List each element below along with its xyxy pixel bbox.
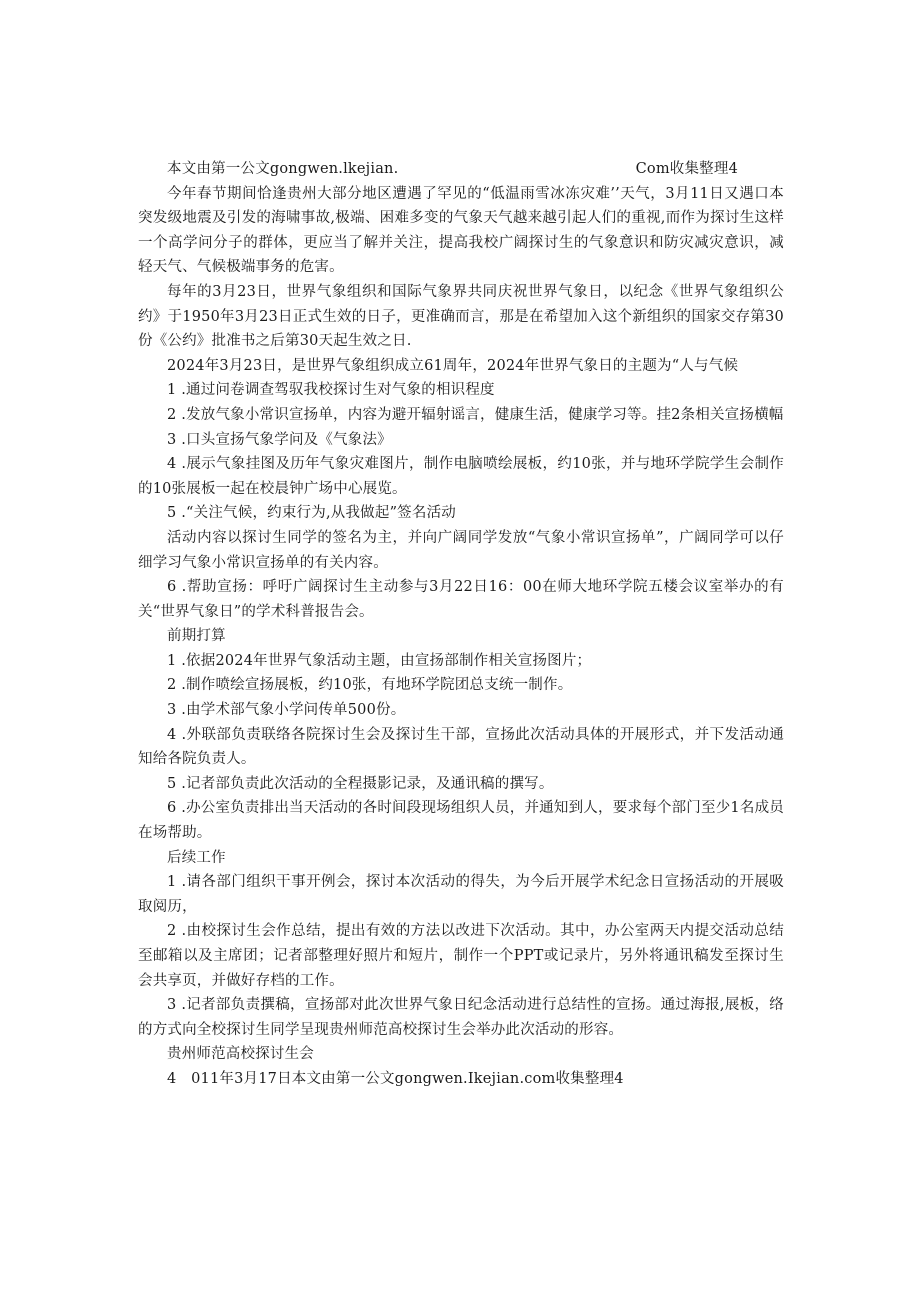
activity-item-4: 4 .展示气象挂图及历年气象灾难图片，制作电脑喷绘展板，约10张，并与地环学院学生会制作的10张展板一起在校晨钟广场中心展览。 (138, 456, 784, 497)
preparation-item-2: 2 .制作喷绘宣扬展板，约10张，有地环学院团总支统一制作。 (167, 677, 573, 694)
activity-item-5: 5 .“关注气候，约束行为,从我做起”签名活动 (167, 505, 456, 522)
activity-item-6: 6 .帮助宣扬：呼吁广阔探讨生主动参与3月22日16：00在师大地环学院五楼会议室举办的有关“世界气象日”的学术科普报告会。 (138, 579, 784, 620)
followup-item-2: 2 .由校探讨生会作总结，提出有效的方法以改进下次活动。其中，办公室两天内提交活动总结至邮箱以及主席团；记者部整理好照片和短片，制作一个PPT或记录片，另外将通讯稿发至探讨生会共享页，并做好存档的工作。 (138, 923, 784, 989)
date-footer: 4 011年3月17日本文由第一公文gongwen.Ikejian.com收集整理4 (167, 1070, 624, 1087)
section-heading-followup: 后续工作 (167, 849, 226, 866)
intro-paragraph: 今年春节期间恰逢贵州大部分地区遭遇了罕见的“低温雨雪冰冻灾难’’天气，3月11日又遇口本突发级地震及引发的海啸事故,极端、困难多变的气象天气越来越引起人们的重视,而作为探讨生这样一个高学问分子的群体，更应当了解并关注，提高我校广阔探讨生的气象意识和防灾减灾意识，减轻天气、气候极端事务的危害。 (138, 185, 784, 276)
background-paragraph: 每年的3月23日，世界气象组织和国际气象界共同庆祝世界气象日，以纪念《世界气象组织公约》于1950年3月23日正式生效的日子，更准确而言，那是在希望加入这个新组织的国家交存第30份《公约》批准书之后第30天起生效之日. (138, 283, 784, 350)
preparation-item-3: 3 .由学术部气象小学问传单500份。 (167, 702, 406, 719)
activity-item-3: 3 .口头宣扬气象学问及《气象法》 (167, 431, 392, 448)
preparation-item-4: 4 .外联部负责联络各院探讨生会及探讨生干部，宣扬此次活动具体的开展形式，并下发活动通知给各院负责人。 (138, 726, 784, 768)
document-page (138, 157, 784, 1092)
signature-activity-description: 活动内容以探讨生同学的签名为主，并向广阔同学发放“气象小常识宣扬单”，广阔同学可以仔细学习气象小常识宣扬单的有关内容。 (138, 529, 784, 571)
activity-item-2: 2 .发放气象小常识宣扬单，内容为避开辐射谣言，健康生活，健康学习等。挂2条相关宣扬横幅 (167, 406, 784, 423)
section-heading-preparation: 前期打算 (167, 628, 226, 645)
preparation-item-1: 1 .依据2024年世界气象活动主题，由宣扬部制作相关宣扬图片； (167, 652, 592, 669)
preparation-item-5: 5 .记者部负责此次活动的全程摄影记录，及通讯稿的撰写。 (167, 775, 554, 792)
followup-item-3: 3 .记者部负责撰稿，宣扬部对此次世界气象日纪念活动进行总结性的宣扬。通过海报,展板，络的方式向全校探讨生同学呈现贵州师范高校探讨生会举办此次活动的形容。 (138, 997, 784, 1038)
source-header (138, 157, 784, 182)
source-header-left: 本文由第一公文gongwen.lkejian. (167, 161, 399, 177)
organization-signature: 贵州师范高校探讨生会 (167, 1046, 314, 1063)
followup-item-1: 1 .请各部门组织干事开例会，探讨本次活动的得失，为今后开展学术纪念日宣扬活动的开展吸取阅历， (138, 874, 784, 915)
activity-item-1: 1 .通过问卷调查驾驭我校探讨生对气象的相识程度 (167, 382, 495, 399)
source-header-right: Com收集整理4 (635, 161, 738, 177)
preparation-item-6: 6 .办公室负责排出当天活动的各时间段现场组织人员，并通知到人，要求每个部门至少1名成员在场帮助。 (138, 800, 784, 842)
theme-paragraph: 2024年3月23日，是世界气象组织成立61周年，2024年世界气象日的主题为“人与气候 (167, 357, 739, 374)
